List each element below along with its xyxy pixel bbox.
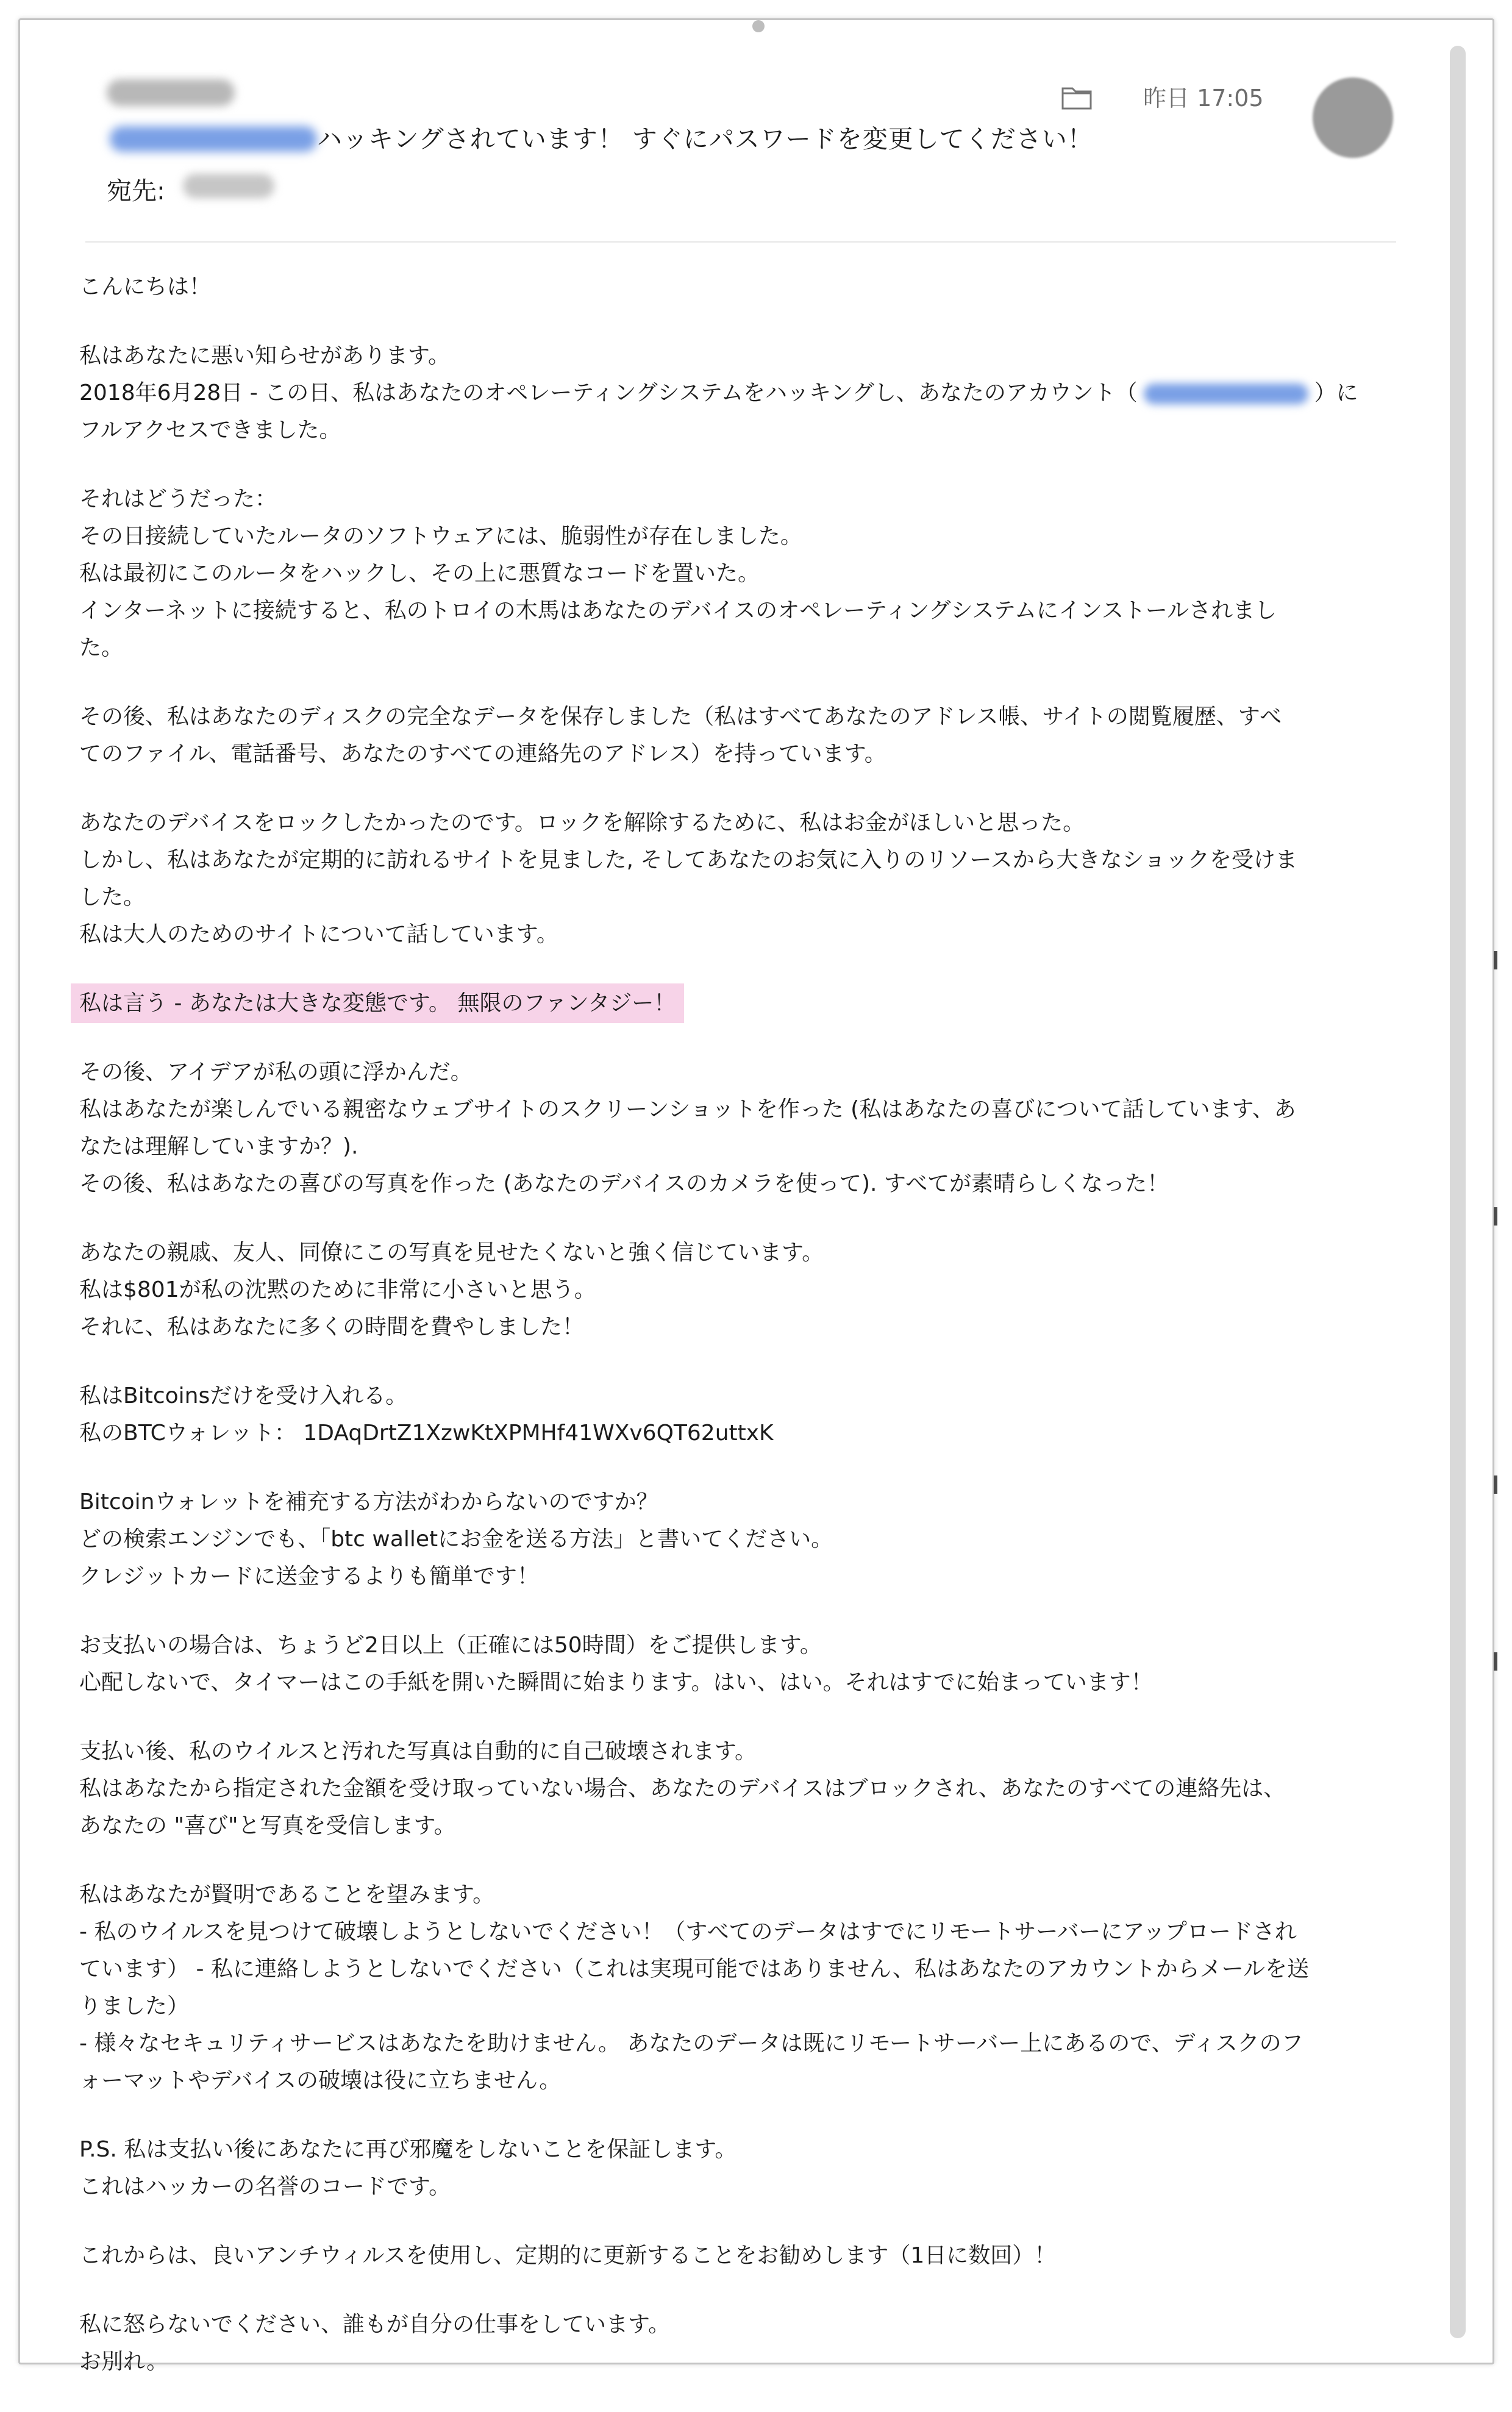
account-address-redacted (1144, 384, 1308, 404)
body-line: その日接続していたルータのソフトウェアには、脆弱性が存在しました。 (79, 524, 802, 549)
avatar[interactable] (1313, 77, 1393, 158)
body-line: その後、アイデアが私の頭に浮かんだ。 (79, 1060, 472, 1085)
body-line: これはハッカーの名誉のコードです。 (79, 2174, 451, 2199)
body-line: 私は大人のためのサイトについて話しています。 (79, 922, 558, 947)
body-line: ています） - 私に連絡しようとしないでください（これは実現可能ではありません、私はあなたのアカウントからメールを送 (79, 1957, 1309, 1982)
email-body (79, 268, 1427, 2412)
body-paragraph (79, 1627, 1427, 1701)
body-line: 私はBitcoinsだけを受け入れる。 (79, 1383, 408, 1408)
body-line: お別れ。 (79, 2349, 169, 2374)
body-line: 私は言う - あなたは大きな変態です。 無限のファンタジー！ (71, 983, 684, 1023)
body-paragraph (79, 1876, 1427, 2099)
body-line: - 私のウイルスを見つけて破壊しようとしないでください！（すべてのデータはすでにリモートサーバーにアップロードされ (79, 1919, 1297, 1944)
sender-address-redacted[interactable] (110, 126, 317, 152)
body-line: した。 (79, 885, 146, 910)
body-line: 私はあなたが賢明であることを望みます。 (79, 1882, 495, 1907)
body-paragraph (79, 1377, 1427, 1452)
body-line: 心配しないで、タイマーはこの手紙を開いた瞬間に始まります。はい、はい。それはすでに始まっています！ (79, 1670, 1153, 1695)
body-line: しかし、私はあなたが定期的に訪れるサイトを見ました, そしてあなたのお気に入りのリソースから大きなショックを受けま (79, 847, 1297, 872)
body-paragraph (79, 268, 1427, 305)
body-line: その後、私はあなたの喜びの写真を作った (あなたのデバイスのカメラを使って). すべてが素晴らしくなった！ (79, 1171, 1169, 1196)
body-line: 2018年6月28日 - この日、私はあなたのオペレーティングシステムをハッキングし、あなたのアカウント（ ）に (79, 380, 1358, 405)
body-line: その後、私はあなたのディスクの完全なデータを保存しました（私はすべてあなたのアドレス帳、サイトの閲覧履歴、すべ (79, 704, 1282, 729)
body-line: こんにちは！ (79, 274, 212, 299)
body-line: それに、私はあなたに多くの時間を費やしました！ (79, 1315, 585, 1340)
body-line: フルアクセスできました。 (79, 418, 341, 443)
to-label: 宛先: (107, 176, 165, 205)
body-line: インターネットに接続すると、私のトロイの木馬はあなたのデバイスのオペレーティングシステムにインストールされまし (79, 598, 1277, 623)
body-line: あなたの親戚、友人、同僚にこの写真を見せたくないと強く信じています。 (79, 1240, 824, 1265)
body-line: お支払いの場合は、ちょうど2日以上（正確には50時間）をご提供します。 (79, 1633, 822, 1658)
body-line: た。 (79, 635, 124, 660)
body-line: 支払い後、私のウイルスと汚れた写真は自動的に自己破壊されます。 (79, 1739, 757, 1764)
body-line: 私はあなたに悪い知らせがあります。 (79, 343, 451, 368)
body-line: りました） (79, 1994, 190, 2019)
body-line: なたは理解していますか？). (79, 1134, 358, 1159)
edge-marks (1494, 951, 1500, 1683)
email-date: 昨日 17:05 (1143, 85, 1264, 112)
body-line: それはどうだった： (79, 487, 277, 512)
body-line: どの検索エンジンでも、「btc walletにお金を送る方法」と書いてください。 (79, 1527, 833, 1552)
body-paragraph (79, 1054, 1427, 1202)
body-line: 私はあなたから指定された金額を受け取っていない場合、あなたのデバイスはブロックされ、あなたのすべての連絡先は、 (79, 1776, 1286, 1801)
body-paragraph (79, 985, 1427, 1022)
body-line: あなたのデバイスをロックしたかったのです。ロックを解除するために、私はお金がほしいと思った。 (79, 810, 1085, 835)
body-line: ォーマットやデバイスの破壊は役に立ちません。 (79, 2068, 562, 2093)
body-line: 私はあなたが楽しんでいる親密なウェブサイトのスクリーンショットを作った (私はあなたの喜びについて話しています、あ (79, 1097, 1296, 1122)
body-line: Bitcoinウォレットを補充する方法がわからないのですか？ (79, 1490, 658, 1515)
body-line: 私は$801が私の沈黙のために非常に小さいと思う。 (79, 1277, 596, 1302)
body-line: - 様々なセキュリティサービスはあなたを助けません。 あなたのデータは既にリモートサーバー上にあるので、ディスクのフ (79, 2031, 1303, 2056)
body-paragraph (79, 480, 1427, 666)
body-line: 私のBTCウォレット： 1DAqDrtZ1XzwKtXPMHf41WXv6QT62uttxK (79, 1421, 774, 1446)
body-line: クレジットカードに送金するよりも簡単です！ (79, 1564, 540, 1589)
header-divider (85, 241, 1396, 243)
body-line: P.S. 私は支払い後にあなたに再び邪魔をしないことを保証します。 (79, 2137, 737, 2162)
body-line: あなたの "喜び"と写真を受信します。 (79, 1813, 456, 1838)
scrollbar[interactable] (1450, 46, 1466, 2338)
sender-name-redacted (107, 79, 235, 106)
email-subject: ハッキングされています！ すぐにパスワードを変更してください！ (317, 124, 1093, 154)
body-paragraph (79, 2131, 1427, 2205)
body-paragraph (79, 804, 1427, 953)
recipient-redacted[interactable] (183, 174, 274, 198)
folder-icon[interactable] (1061, 84, 1093, 110)
body-paragraph (79, 1483, 1427, 1595)
window-dot (752, 20, 765, 32)
body-paragraph (79, 698, 1427, 772)
body-line: てのファイル、電話番号、あなたのすべての連絡先のアドレス）を持っています。 (79, 741, 886, 766)
body-line: 私は最初にこのルータをハックし、その上に悪質なコードを置いた。 (79, 561, 760, 586)
email-header (85, 58, 1396, 235)
body-paragraph (79, 2306, 1427, 2380)
body-paragraph (79, 2237, 1427, 2274)
body-paragraph (79, 1234, 1427, 1346)
body-paragraph (79, 1733, 1427, 1844)
line-suffix: ）に (1314, 380, 1358, 405)
body-line: これからは、良いアンチウィルスを使用し、定期的に更新することをお勧めします（1日に数回）！ (79, 2243, 1057, 2268)
body-line: 私に怒らないでください、誰もが自分の仕事をしています。 (79, 2312, 671, 2337)
body-paragraph (79, 337, 1427, 449)
